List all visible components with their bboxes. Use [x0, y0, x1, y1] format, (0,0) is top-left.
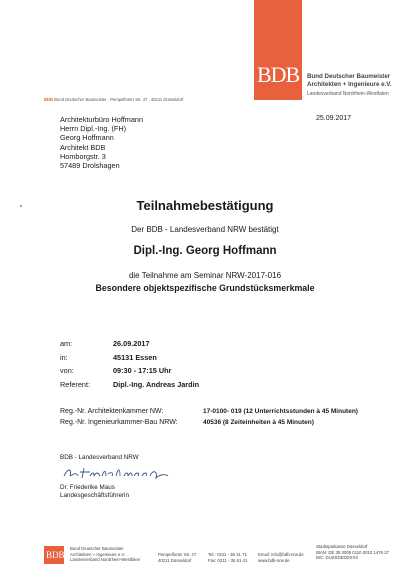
detail-value: Dipl.-Ing. Andreas Jardin [113, 379, 200, 389]
footer-text: BIC: DUSSDEDDXXX [316, 555, 359, 561]
detail-row [60, 364, 199, 378]
letter-date: 25.09.2017 [316, 115, 352, 122]
registration-row [60, 406, 358, 417]
registration-value: 17-0100- 019 (12 Unterrichtsstunden à 45 Minuten) [203, 408, 358, 415]
footer-website[interactable]: www.bdb-nrw.de [258, 557, 290, 563]
detail-value: 45131 Essen [113, 352, 157, 362]
address-line: 57489 Drolshagen [60, 161, 120, 171]
bdb-logo-text: BDB [257, 62, 300, 87]
footer-phone [208, 552, 247, 563]
sender-org: BDB [44, 97, 54, 102]
registration-value: 40536 (8 Zeiteinheiten à 45 Minuten) [203, 419, 314, 426]
org-name [307, 73, 392, 89]
org-name-line2: Architekten + Ingenieure e.V. [307, 81, 392, 88]
handwritten-signature [62, 464, 172, 482]
signer-role: Landesgeschäftsführerin [60, 492, 129, 500]
org-subtitle: Landesverband Nordrhein-Westfalen [307, 91, 389, 97]
signer-name: Dr. Friederike Maus [60, 484, 115, 491]
footer-address [158, 552, 196, 563]
detail-label: von: [60, 366, 74, 376]
detail-row [60, 378, 199, 392]
footer-email[interactable]: Email: info@bdb-nrw.de [258, 552, 304, 557]
footer-text: Stadtsparkasse Düsseldorf [316, 544, 368, 549]
footer-text: 40211 Düsseldorf [158, 557, 192, 563]
participant-name: Dipl.-Ing. Georg Hoffmann [133, 245, 277, 257]
detail-label: am: [60, 339, 73, 348]
signer-block [60, 484, 129, 501]
document-subtitle: Der BDB - Landesverband NRW bestätigt [131, 225, 279, 234]
footer-org [70, 546, 140, 563]
address-line: Homborgstr. 3 [60, 151, 106, 161]
recipient-address [60, 115, 143, 170]
sender-line [44, 97, 183, 102]
detail-row [60, 337, 199, 351]
address-line: Architekt BDB [60, 142, 106, 152]
footer-contact [258, 552, 304, 563]
detail-row [60, 351, 199, 365]
detail-value: 26.09.2017 [113, 339, 150, 348]
sender-address: Bund Deutscher Baumeister . Pempelforter Str. 47 . 40211 Düsseldorf [54, 97, 184, 102]
footer-text: Architekten + Ingenieure e.V. [70, 551, 126, 557]
footer-text: Landesverband Nordrhein-Westfalen [70, 557, 141, 563]
footer [0, 540, 410, 570]
footer-bank [316, 544, 389, 561]
seminar-title: Besondere objektspezifische Grundstücksmerkmale [95, 283, 315, 293]
footer-text: Pempelforter Str. 47 [158, 552, 197, 557]
registration-row [60, 417, 358, 428]
footer-text: Bund Deutscher Baumeister [70, 546, 124, 551]
document-title: Teilnahmebestätigung [136, 198, 274, 213]
address-line: Georg Hoffmann [60, 133, 114, 143]
address-line: Architekturbüro Hoffmann [60, 115, 144, 124]
footer-text: Fax: 0211 - 35 61 41 [208, 557, 248, 563]
footer-logo-text: BDB [46, 550, 65, 560]
registration-numbers [60, 406, 358, 428]
detail-label: Referent: [60, 379, 91, 389]
address-line: Herrn Dipl.-Ing. (FH) [60, 124, 127, 134]
detail-value: 09:30 - 17:15 Uhr [113, 366, 172, 376]
seminar-line: die Teilnahme am Seminar NRW-2017-016 [128, 271, 282, 280]
signer-organization: BDB - Landesverband NRW [60, 454, 139, 461]
org-name-line1: Bund Deutscher Baumeister [307, 73, 391, 80]
registration-label: Reg.-Nr. Ingenieurkammer-Bau NRW: [60, 419, 178, 426]
seminar-details [60, 337, 199, 391]
footer-text: IBAN: DE 35 3005 0110 0010 1476 27 [316, 549, 390, 555]
detail-label: in: [60, 352, 68, 362]
footer-text: Tel.: 0211 - 36 31 71 [208, 552, 247, 557]
registration-label: Reg.-Nr. Architektenkammer NW: [60, 408, 164, 415]
